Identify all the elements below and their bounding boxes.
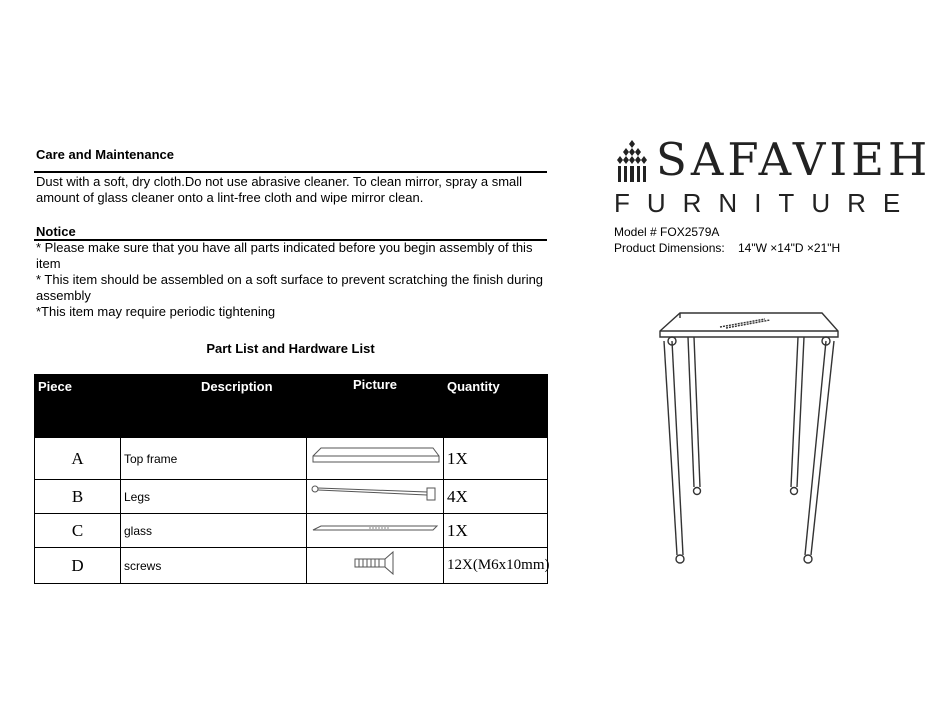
quantity-cell: 4X — [444, 480, 548, 514]
picture-cell — [307, 480, 444, 514]
table-row — [35, 514, 548, 548]
quantity-cell: 1X — [444, 514, 548, 548]
piece-cell: C — [35, 514, 121, 548]
table-row — [35, 480, 548, 514]
leg-icon — [309, 482, 441, 506]
glass-icon — [309, 518, 441, 538]
table-row — [35, 548, 548, 584]
header-picture: Picture — [307, 375, 444, 438]
notice-item: * Please make sure that you have all parts indicated before you begin assembly of this item — [36, 240, 533, 271]
description-cell: glass — [121, 514, 307, 548]
dimensions-value: 14"W ×14"D ×21"H — [738, 241, 841, 255]
notice-item: *This item may require periodic tightening — [36, 304, 276, 319]
parts-table — [34, 374, 548, 584]
header-quantity: Quantity — [444, 375, 548, 438]
screw-icon — [345, 549, 405, 577]
header-piece: Piece — [35, 375, 121, 438]
quantity-cell: 1X — [444, 438, 548, 480]
notice-list — [36, 240, 546, 320]
model-number: Model # FOX2579A — [614, 225, 720, 239]
description-cell: screws — [121, 548, 307, 584]
notice-item: * This item should be assembled on a soft surface to prevent scratching the finish during assembly — [36, 272, 544, 303]
table-row — [35, 438, 548, 480]
picture-cell — [307, 438, 444, 480]
dimensions-label: Product Dimensions: — [614, 241, 725, 255]
quantity-cell: 12X(M6x10mm) — [444, 548, 548, 584]
care-heading: Care and Maintenance — [36, 147, 174, 162]
top-frame-icon — [309, 442, 441, 470]
brand-logo-icon — [612, 138, 652, 184]
care-rule — [34, 171, 547, 173]
parts-title: Part List and Hardware List — [206, 341, 375, 356]
picture-cell — [307, 548, 444, 584]
piece-cell: D — [35, 548, 121, 584]
care-text: Dust with a soft, dry cloth.Do not use abrasive cleaner. To clean mirror, spray a small amount of glass cleaner onto a lint-free cloth and wipe mirror clean. — [36, 174, 523, 205]
picture-cell — [307, 514, 444, 548]
piece-cell: A — [35, 438, 121, 480]
parts-header-row — [35, 375, 548, 438]
table-illustration — [650, 305, 850, 573]
description-cell: Legs — [121, 480, 307, 514]
header-description: Description — [121, 375, 307, 438]
piece-cell: B — [35, 480, 121, 514]
notice-heading: Notice — [36, 224, 76, 239]
brand-subname: FURNITURE — [614, 188, 918, 218]
description-cell: Top frame — [121, 438, 307, 480]
brand-name: SAFAVIEH — [656, 133, 932, 186]
